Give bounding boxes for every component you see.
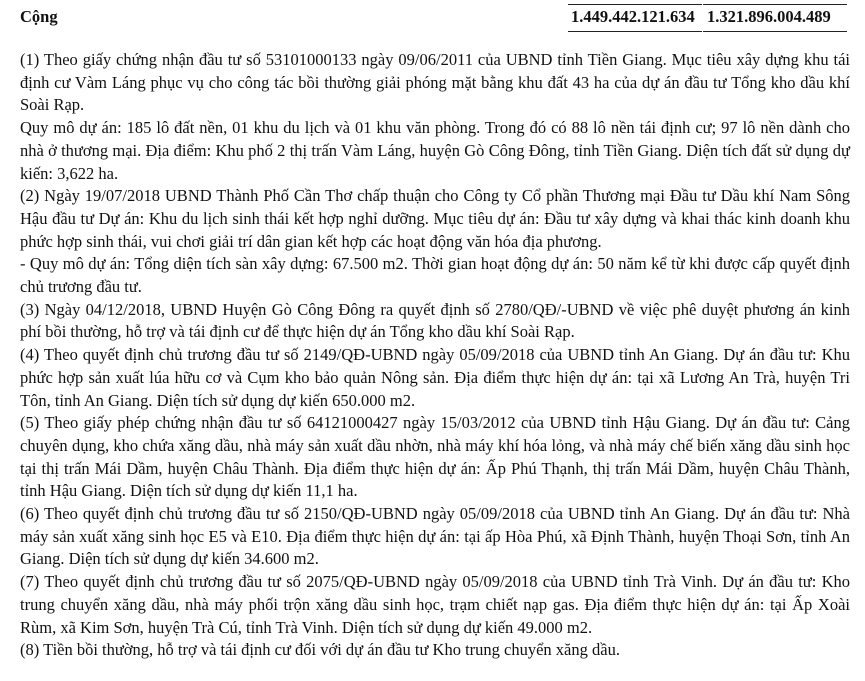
note-6-paragraph: (6) Theo quyết định chủ trương đầu tư số 2150/QĐ-UBND ngày 05/09/2018 của UBND tỉnh An Giang. Dự án đầu tư: Nhà máy sản xuất xăng sinh học E5 và E10. Địa điểm thực hiện dự án: tại ấp Hòa Phú, xã Định Thành, huyện Thoại Sơn, tỉnh An Giang. Diện tích sử dụng dự kiến 34.600 m2. [20, 504, 850, 569]
total-previous-bottom-rule [703, 31, 847, 32]
note-8-paragraph: (8) Tiền bồi thường, hỗ trợ và tái định cư đối với dự án đầu tư Kho trung chuyển xăng dầu. [20, 640, 620, 660]
note-4-paragraph: (4) Theo quyết định chủ trương đầu tư số 2149/QĐ-UBND ngày 05/09/2018 của UBND tỉnh An Giang. Dự án đầu tư: Khu phức hợp sản xuất lúa hữu cơ và Cụm kho bảo quản Nông sản. Địa điểm thực hiện dự án: tại xã Lương An Trà, huyện Tri Tôn, tỉnh An Giang. Diện tích sử dụng dự kiến 650.000 m2. [20, 345, 850, 410]
note-1-scale-paragraph: Quy mô dự án: 185 lô đất nền, 01 khu du lịch và 01 khu văn phòng. Trong đó có 88 lô nền tái định cư; 97 lô nền dành cho nhà ở thương mại. Địa điểm: Khu phố 2 thị trấn Vàm Láng, huyện Gò Công Đông, tỉnh Tiền Giang. Diện tích đất sử dụng dự kiến: 3,622 ha. [20, 118, 850, 183]
note-2-scale-paragraph: - Quy mô dự án: Tổng diện tích sàn xây dựng: 67.500 m2. Thời gian hoạt động dự án: 50 năm kể từ khi được cấp quyết định chủ trương đầu tư. [20, 254, 850, 297]
total-current-period: 1.449.442.121.634 [571, 7, 695, 26]
total-previous-period: 1.321.896.004.489 [707, 7, 831, 26]
note-5-paragraph: (5) Theo giấy phép chứng nhận đầu tư số 64121000427 ngày 15/03/2012 của UBND tỉnh Hậu Giang. Dự án đầu tư: Cảng chuyên dụng, kho chứa xăng dầu, nhà máy sản xuất dầu nhờn, nhà máy khí hóa lỏng, và nhà máy chế biến xăng dầu sinh học tại thị trấn Mái Dầm, huyện Châu Thành. Địa điểm thực hiện dự án: Ấp Phú Thạnh, thị trấn Mái Dầm, huyện Châu Thành, tỉnh Hậu Giang. Diện tích sử dụng dự kiến 11,1 ha. [20, 413, 850, 501]
total-label: Cộng [20, 7, 58, 26]
note-2-paragraph: (2) Ngày 19/07/2018 UBND Thành Phố Cần Thơ chấp thuận cho Công ty Cổ phần Thương mại Đầu tư Dầu khí Nam Sông Hậu đầu tư Dự án: Khu du lịch sinh thái kết hợp nghỉ dưỡng. Mục tiêu dự án: Đầu tư xây dựng và khai thác kinh doanh khu phức hợp sinh thái, vui chơi giải trí dân gian kết hợp các hoạt động văn hóa địa phương. [20, 186, 850, 251]
total-previous-top-rule [703, 4, 847, 5]
note-3-paragraph: (3) Ngày 04/12/2018, UBND Huyện Gò Công Đông ra quyết định số 2780/QĐ/-UBND về việc phê duyệt phương án kinh phí bồi thường, hỗ trợ và tái định cư để thực hiện dự án Tổng kho dầu khí Soài Rạp. [20, 299, 850, 342]
notes-section [20, 49, 850, 662]
total-current-top-rule [568, 4, 702, 5]
total-row [0, 0, 865, 40]
note-7-paragraph: (7) Theo quyết định chủ trương đầu tư số 2075/QĐ-UBND ngày 05/09/2018 của UBND tỉnh Trà Vinh. Dự án đầu tư: Kho trung chuyển xăng dầu, nhà máy phối trộn xăng dầu sinh học, trạm chiết nạp gas. Địa điểm thực hiện dự án: tại Ấp Xoài Rùm, xã Kim Sơn, huyện Trà Cú, tỉnh Trà Vinh. Diện tích sử dụng dự kiến 49.000 m2. [20, 572, 850, 637]
total-current-bottom-rule [568, 31, 702, 32]
note-1-paragraph: (1) Theo giấy chứng nhận đầu tư số 53101000133 ngày 09/06/2011 của UBND tỉnh Tiền Giang. Mục tiêu xây dựng khu tái định cư Vàm Láng phục vụ cho công tác bồi thường giải phóng mặt bằng khu đất 43 ha của dự án đầu tư Tổng kho dầu khí Soài Rạp. [20, 50, 850, 115]
